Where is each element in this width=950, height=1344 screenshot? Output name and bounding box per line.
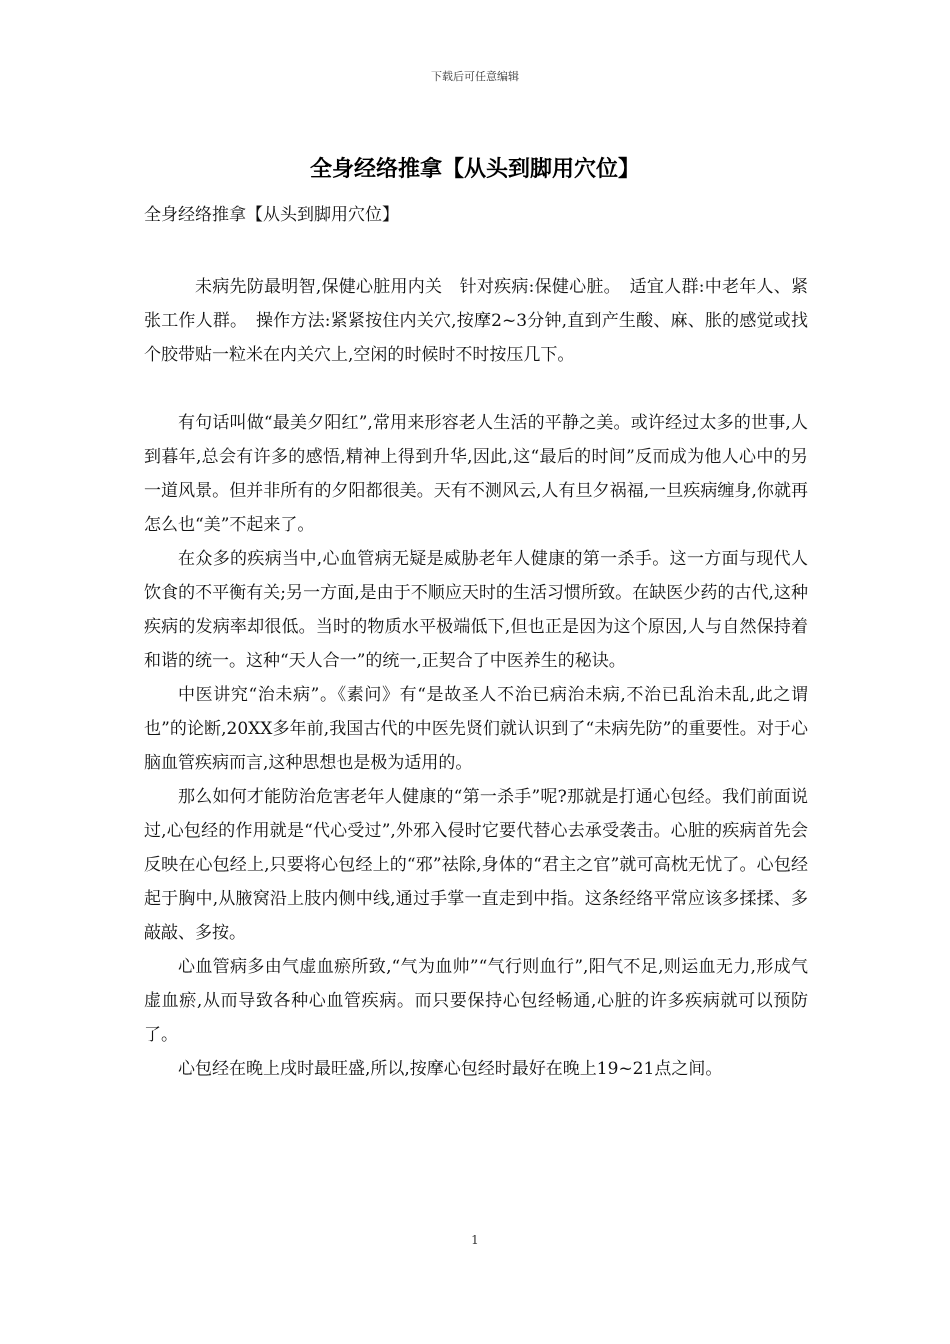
page-number: 1 (471, 1233, 479, 1247)
paragraph-7: 心包经在晚上戌时最旺盛,所以,按摩心包经时最好在晚上19~21点之间。 (178, 1059, 723, 1079)
paragraph-2: 有句话叫做“最美夕阳红”,常用来形容老人生活的平静之美。或许经过太多的世事,人到暮年,总会有许多的感悟,精神上得到升华,因此,这“最后的时间”反而成为他人心中的另一道风景。但并非所有的夕阳都很美。天有不测风云,人有旦夕祸福,一旦疾病缠身,你就再怎么也“美”不起来了。 (144, 413, 808, 535)
document-body (144, 270, 808, 1086)
document-title: 全身经络推拿【从头到脚用穴位】 (309, 157, 640, 182)
paragraph-5: 那么如何才能防治危害老年人健康的“第一杀手”呢?那就是打通心包经。我们前面说过,心包经的作用就是“代心受过”,外邪入侵时它要代替心去承受袭击。心脏的疾病首先会反映在心包经上,只要将心包经上的“邪”祛除,身体的“君主之官”就可高枕无忧了。心包经起于胸中,从腋窝沿上肢内侧中线,通过手掌一直走到中指。这条经络平常应该多揉揉、多敲敲、多按。 (144, 787, 808, 943)
header-note: 下载后可任意编辑 (431, 70, 519, 83)
paragraph-1: 未病先防最明智,保健心脏用内关 针对疾病:保健心脏。 适宜人群:中老年人、紧张工作人群。 操作方法:紧紧按住内关穴,按摩2~3分钟,直到产生酸、麻、胀的感觉或找个胶带贴一粒米在内关穴上,空闲的时候时不时按压几下。 (144, 277, 808, 365)
paragraph-gap (144, 372, 808, 406)
paragraph-4: 中医讲究“治未病”。《素问》有“是故圣人不治已病治未病,不治已乱治未乱,此之谓也”的论断,20XX多年前,我国古代的中医先贤们就认识到了“未病先防”的重要性。对于心脑血管疾病而言,这种思想也是极为适用的。 (144, 685, 808, 773)
paragraph-6: 心血管病多由气虚血瘀所致,“气为血帅”“气行则血行”,阳气不足,则运血无力,形成气虚血瘀,从而导致各种心血管疾病。而只要保持心包经畅通,心脏的许多疾病就可以预防了。 (144, 957, 808, 1045)
paragraph-3: 在众多的疾病当中,心血管病无疑是威胁老年人健康的第一杀手。这一方面与现代人饮食的不平衡有关;另一方面,是由于不顺应天时的生活习惯所致。在缺医少药的古代,这种疾病的发病率却很低。当时的物质水平极端低下,但也正是因为这个原因,人与自然保持着和谐的统一。这种“天人合一”的统一,正契合了中医养生的秘诀。 (144, 549, 808, 671)
document-subtitle: 全身经络推拿【从头到脚用穴位】 (144, 205, 399, 225)
